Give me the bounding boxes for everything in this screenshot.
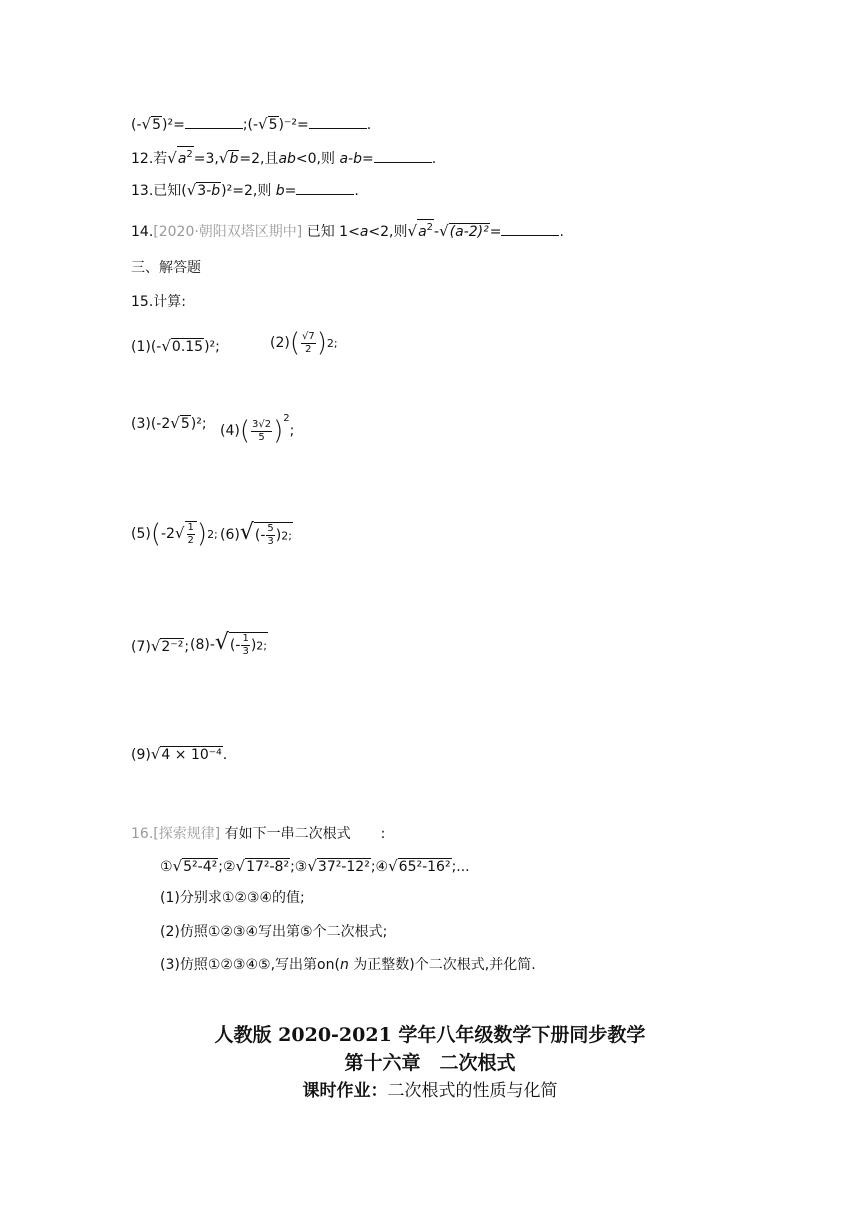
question-15-title: 15.计算: [131,294,186,310]
question-14: 14.[2020·朝阳双塔区期中] 已知 1<a<2,则$√a^2-√(a-2)^2=$ . [131,219,564,242]
question-12: 12.若$√a^2=3,√b=2$,且ab<0,则 a-b= . [131,146,436,169]
answer-blank [185,115,243,129]
q16-sub-2: (2)仿照①②③④写出第⑤个二次根式; [160,924,388,940]
q16-sub-3: (3)仿照①②③④⑤,写出第on(n 为正整数)个二次根式,并化简. [160,957,536,973]
source-tag: [2020·朝阳双塔区期中] [153,224,303,240]
question-11: (-√5)²= ;(-√5)⁻²= . [131,115,372,133]
lesson-title: 课时作业：二次根式的性质与化简 [302,1081,558,1101]
q16-sequence: ①√5²-4²;②√17²-8²;③√37²-12²;④√65²-16²;... [160,857,470,875]
radical: √(a-2)² [439,222,489,240]
answer-blank [501,222,559,236]
q15-part-8: (8)-√(- $\frac{1}{3}$ )2; [190,630,267,657]
question-16: 16.[探索规律] 有如下一串二次根式 : [131,826,386,842]
q15-part-3: (3)(-2√5)²; [131,414,207,432]
doc-title: 人教版 2020-2021 学年八年级数学下册同步教学 [214,1024,646,1046]
radical: √5 [258,115,278,133]
answer-blank [374,149,432,163]
q15-part-7: (7)√2⁻²; [131,637,190,655]
radical: √b [218,149,239,167]
section-heading: 三、解答题 [131,260,201,276]
q15-part-5: (5)(-2√ $\frac{1}{2}$ )2; [131,519,218,549]
chapter-title: 第十六章 二次根式 [344,1052,516,1074]
radical: $√a^2$ [167,146,194,169]
radical: $√a^2$ [408,219,435,242]
radical: √5 [141,115,161,133]
q15-part-4: (4)( $\frac{3√2}{5}$ )$^2$; [220,413,295,446]
answer-blank [296,181,354,195]
question-13: 13.已知(√3-b)²=2,则 b= . [131,181,359,199]
q15-part-6: (6)√(- $\frac{5}{3}$ )2; [220,520,292,547]
q15-part-9: (9)√4 × 10⁻⁴. [131,745,228,763]
radical: √3-b [186,181,221,199]
q15-part-1: (1)(-√0.15)²; [131,337,220,355]
q15-part-2: (2)( $\frac{√7}{2}$ )2; [270,328,338,358]
answer-blank [309,115,367,129]
q16-sub-1: (1)分别求①②③④的值; [160,890,305,906]
source-tag: [探索规律] [153,826,221,842]
q11-text: (- [131,117,142,133]
